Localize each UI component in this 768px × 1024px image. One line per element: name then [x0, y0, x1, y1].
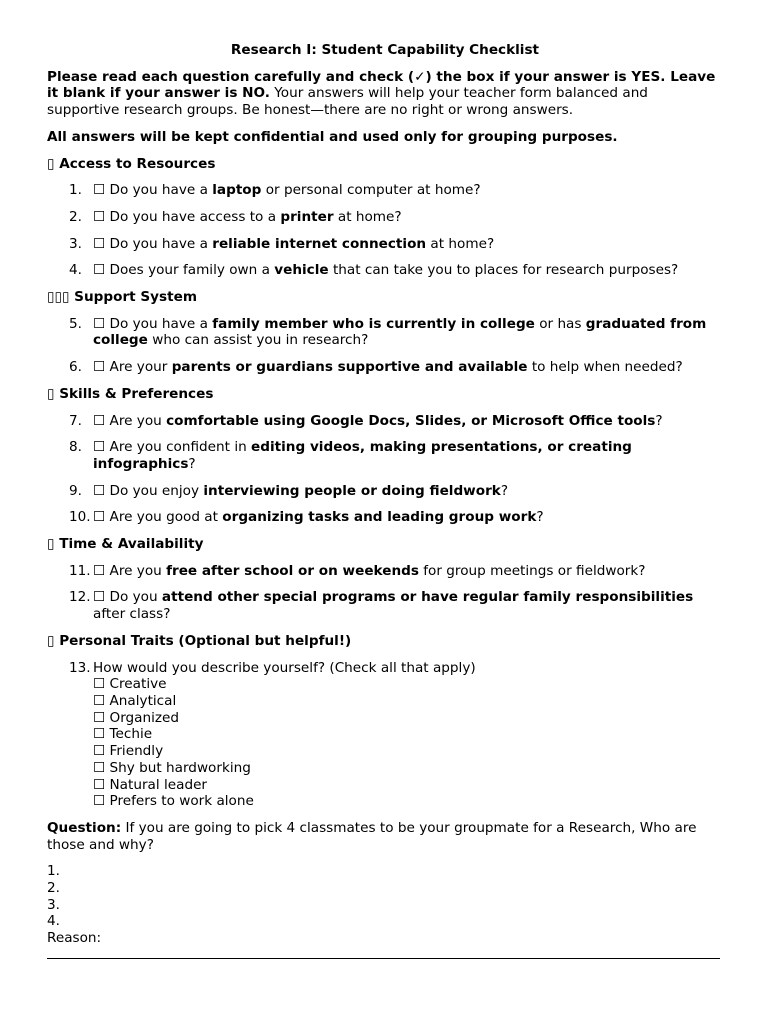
- intro-paragraph: [47, 69, 723, 119]
- question-text: at home?: [426, 235, 495, 252]
- time-question-list: [47, 563, 723, 623]
- trait-option-organized[interactable]: ☐ Organized: [93, 709, 180, 726]
- trait-options: [93, 676, 723, 810]
- section-skills-preferences: ▯ Skills & Preferences: [47, 385, 214, 402]
- question-emphasis: free after school or on weekends: [166, 562, 419, 579]
- intro-description: Your answers will help your teacher form balanced and supportive research groups. Be honest—there are no right or wrong answers.: [47, 85, 648, 119]
- question-emphasis: attend other special programs or have regular family responsibilities: [161, 589, 694, 606]
- question-text: that can take you to places for research purposes?: [328, 262, 679, 279]
- question-text: Do you have access to a: [109, 208, 281, 225]
- question-number: 1.: [69, 182, 82, 199]
- trait-option-creative[interactable]: ☐ Creative: [93, 676, 167, 693]
- question-number: 13.: [69, 659, 91, 676]
- question-emphasis: organizing tasks and leading group work: [222, 509, 537, 526]
- checkbox[interactable]: ☐: [93, 262, 106, 279]
- checkbox[interactable]: ☐: [93, 509, 106, 526]
- question-text: ?: [188, 455, 196, 472]
- question-emphasis: interviewing people or doing fieldwork: [203, 482, 501, 499]
- checkbox[interactable]: ☐: [93, 412, 106, 429]
- trait-option-analytical[interactable]: ☐ Analytical: [93, 692, 177, 709]
- question-item: [47, 262, 723, 279]
- question-item: [47, 439, 723, 472]
- question-text: or has: [534, 315, 586, 332]
- question-number: 3.: [69, 235, 82, 252]
- question-text: Do you have a: [109, 315, 213, 332]
- question-text: Does your family own a: [109, 262, 275, 279]
- trait-option-leader[interactable]: ☐ Natural leader: [93, 776, 208, 793]
- question-number: 12.: [69, 589, 91, 606]
- checkbox[interactable]: ☐: [93, 589, 106, 606]
- answer-2[interactable]: 2.: [47, 880, 60, 896]
- checklist-page: [47, 42, 723, 947]
- question-text: Are you good at: [109, 509, 223, 526]
- question-number: 4.: [69, 262, 82, 279]
- question-text: How would you describe yourself? (Check all that apply): [93, 659, 476, 676]
- checkbox[interactable]: ☐: [93, 315, 106, 332]
- reason-label: Reason:: [47, 930, 102, 947]
- question-emphasis: reliable internet connection: [212, 235, 427, 252]
- checkbox[interactable]: ☐: [93, 562, 106, 579]
- question-emphasis: editing videos, making presentations, or creating infographics: [93, 439, 632, 472]
- question-prompt: If you are going to pick 4 classmates to be your groupmate for a Research, Who are those and why?: [47, 819, 697, 853]
- trait-option-alone[interactable]: ☐ Prefers to work alone: [93, 793, 254, 810]
- question-text: for group meetings or fieldwork?: [418, 562, 646, 579]
- answer-4[interactable]: 4.: [47, 913, 60, 930]
- question-item: [47, 509, 723, 526]
- question-text: Are you confident in: [109, 439, 252, 456]
- question-item: [47, 359, 723, 376]
- section-support-system: ▯▯▯ Support System: [47, 289, 198, 306]
- question-number: 8.: [69, 439, 82, 456]
- question-text: or personal computer at home?: [261, 182, 481, 199]
- question-number: 11.: [69, 562, 91, 579]
- question-text: ?: [500, 482, 509, 499]
- section-access-to-resources: ▯ Access to Resources: [47, 155, 216, 172]
- question-text: ?: [655, 412, 663, 429]
- question-text: Are you: [109, 412, 167, 429]
- question-item: [47, 589, 723, 622]
- answer-3[interactable]: 3.: [47, 896, 60, 913]
- answer-lines: [47, 863, 723, 946]
- trait-option-shy[interactable]: ☐ Shy but hardworking: [93, 759, 251, 776]
- question-item: [47, 316, 723, 349]
- question-number: 9.: [69, 482, 82, 499]
- confidentiality-note: All answers will be kept confidential and used only for grouping purposes.: [47, 128, 618, 145]
- intro-instruction: Please read each question carefully and check (✓) the box if your answer is YES. Leave it blank if your answer is NO.: [47, 68, 716, 102]
- traits-question-list: [47, 660, 723, 810]
- question-number: 5.: [69, 315, 82, 332]
- page-title: Research I: Student Capability Checklist: [230, 42, 540, 58]
- trait-option-techie[interactable]: ☐ Techie: [93, 726, 153, 743]
- question-text: Do you have a: [109, 182, 213, 199]
- question-emphasis: printer: [280, 208, 334, 225]
- question-item: [47, 236, 723, 253]
- checkbox[interactable]: ☐: [93, 235, 106, 252]
- answer-1[interactable]: 1.: [47, 863, 60, 880]
- question-number: 2.: [69, 208, 82, 225]
- question-text: after class?: [93, 606, 171, 623]
- question-emphasis: family member who is currently in college: [212, 315, 535, 332]
- checkbox[interactable]: ☐: [93, 482, 106, 499]
- question-text: Are you: [109, 562, 167, 579]
- question-text: ?: [536, 509, 544, 526]
- access-question-list: [47, 182, 723, 279]
- question-number: 6.: [69, 359, 82, 376]
- skills-question-list: [47, 413, 723, 527]
- section-personal-traits: ▯ Personal Traits (Optional but helpful!): [47, 632, 352, 649]
- question-number: 10.: [69, 509, 91, 526]
- question-item: [47, 209, 723, 226]
- question-item-13: [47, 660, 723, 810]
- reason-underline[interactable]: [47, 958, 720, 959]
- question-text: Do you have a: [109, 235, 213, 252]
- question-text: Do you enjoy: [109, 482, 204, 499]
- checkbox[interactable]: ☐: [93, 359, 106, 376]
- groupmate-question: [47, 820, 723, 853]
- question-item: [47, 483, 723, 500]
- question-text: Do you: [109, 589, 162, 606]
- question-emphasis: parents or guardians supportive and available: [171, 359, 528, 376]
- question-label: Question:: [47, 819, 122, 836]
- trait-option-friendly[interactable]: ☐ Friendly: [93, 743, 164, 760]
- question-text: Are your: [109, 359, 172, 376]
- question-text: who can assist you in research?: [147, 332, 369, 349]
- section-time-availability: ▯ Time & Availability: [47, 536, 204, 553]
- question-emphasis: vehicle: [274, 262, 329, 279]
- question-emphasis: laptop: [212, 182, 262, 199]
- question-text: to help when needed?: [527, 359, 683, 376]
- support-question-list: [47, 316, 723, 376]
- checkbox[interactable]: ☐: [93, 208, 106, 225]
- question-item: [47, 413, 723, 430]
- question-emphasis: comfortable using Google Docs, Slides, or Microsoft Office tools: [166, 412, 656, 429]
- checkbox[interactable]: ☐: [93, 182, 106, 199]
- question-item: [47, 182, 723, 199]
- question-emphasis: graduated from college: [93, 315, 707, 349]
- question-number: 7.: [69, 412, 82, 429]
- question-item: [47, 563, 723, 580]
- checkbox[interactable]: ☐: [93, 439, 106, 456]
- question-text: at home?: [333, 208, 402, 225]
